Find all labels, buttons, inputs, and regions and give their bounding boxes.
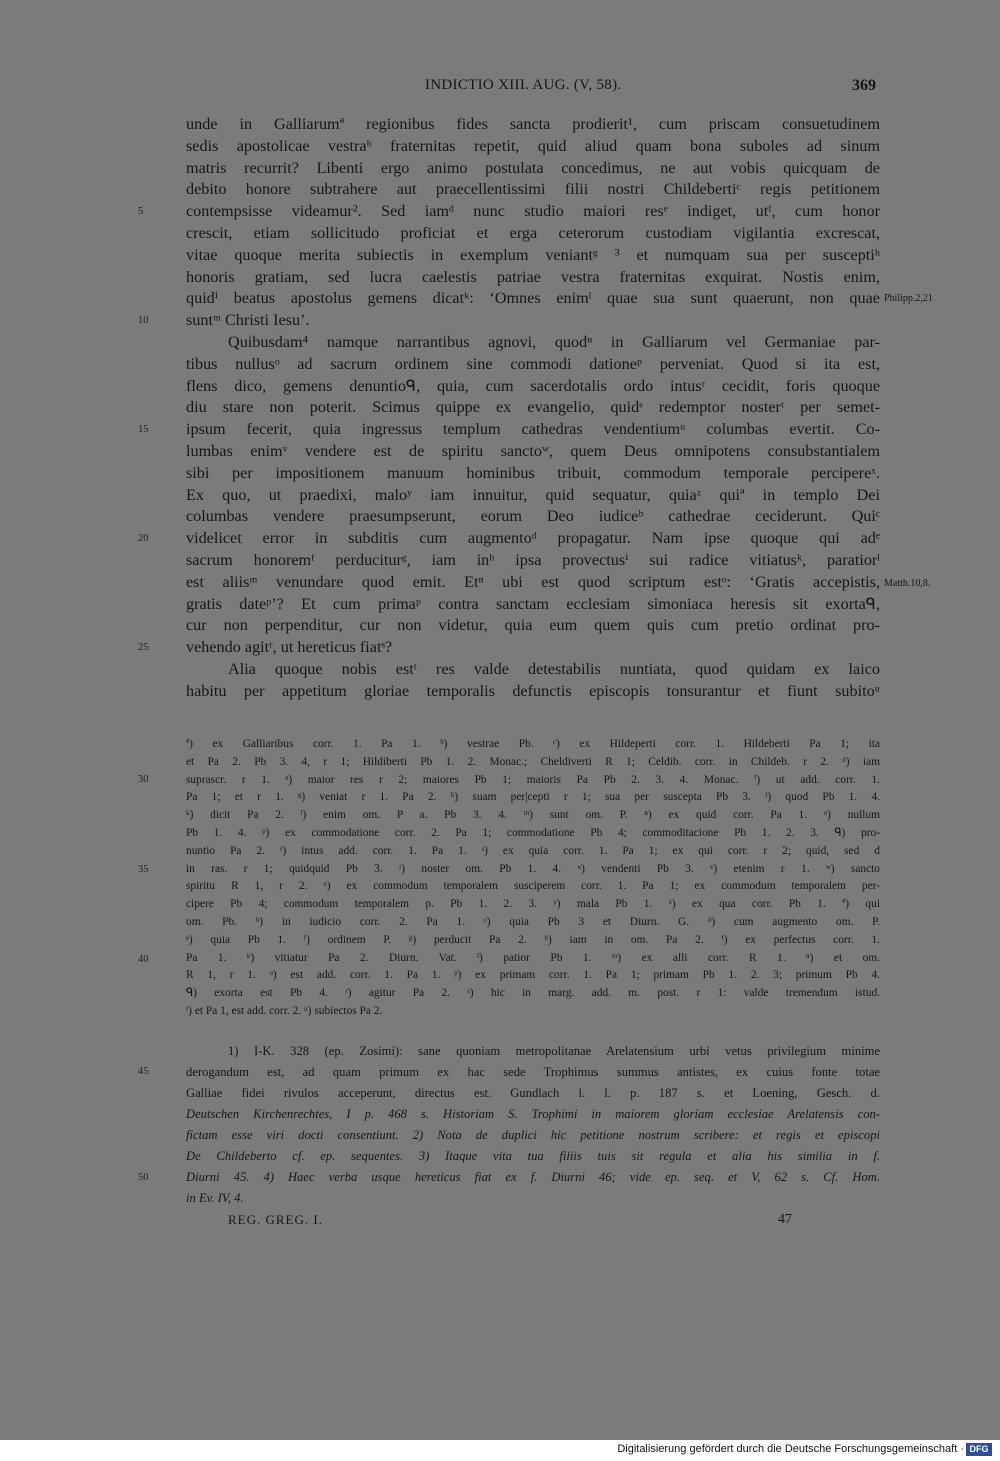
line-number: 5 [138, 206, 144, 217]
text-line: debito honore subtrahere aut praecellentissimi filii nostri Childebertiᶜ regis petitionem [186, 180, 880, 199]
apparatus-line: Pa 1; et r 1. ᵍ) veniat r 1. Pa 2. ʰ) suam per|cepti r 1; sua per suscepta Pb 3. ⁱ) quod Pb 1. 4. [186, 791, 880, 804]
text-line: videlicet error in subditis cum augmentoᵈ propagatur. Nam ipse quoque qui adᵉ [186, 529, 880, 548]
line-number: 30 [138, 774, 149, 785]
text-line: ipsum fecerit, quia ingressus templum cathedras vendentiumᵘ columbas evertit. Co- [186, 420, 880, 439]
digitization-footer [0, 1440, 1000, 1461]
text-line: est aliisᵐ venundare quod emit. Etⁿ ubi est quod scriptum estᵒ: ‘Gratis accepistis, [186, 572, 880, 591]
text-line: columbas vendere praesumpserunt, eorum Deo iudiceᵇ cathedrae ceciderunt. Quiᶜ [186, 507, 880, 526]
apparatus-line: et Pa 2. Pb 3. 4, r 1; Hildiberti Pb 1. 2. Monac.; Cheldiverti R 1; Celdib. corr. in Childeb. r 2. ᵈ) iam [186, 755, 880, 768]
footnote-line: derogandum est, ad quam primum ex hac sede Trophimus summus antistes, ex cuius fonte totae [186, 1065, 880, 1079]
text-line: sacrum honoremᶠ perduciturᵍ, iam inʰ ipsa provectusⁱ sui radice vitiatusᵏ, paratiorˡ [186, 550, 880, 569]
line-number: 45 [138, 1066, 149, 1077]
dfg-logo-icon: DFG [966, 1443, 992, 1456]
line-number: 20 [138, 533, 149, 544]
line-number: 35 [138, 864, 149, 875]
text-line: gratis dateᵖ’? Et cum primaᵖ contra sanctam ecclesiam simoniaca heresis sit exortaᑫ, [186, 594, 880, 613]
text-line: lumbas enimᵛ vendere est de spiritu sanctoʷ, quem Deus omnipotens consubstantialem [186, 441, 880, 460]
text-line: matris recurrit? Libenti ergo animo postulata concedimus, ne aut vobis quicquam de [186, 158, 880, 177]
line-number: 25 [138, 642, 149, 653]
page-number: 369 [852, 77, 876, 94]
line-number: 15 [138, 424, 149, 435]
text-line: sedis apostolicae vestraᵇ fraternitas repetit, quid aliud quam bona suboles ad sinum [186, 136, 880, 155]
apparatus-line: ᵏ) dicit Pa 2. ˡ) enim om. P a. Pb 3. 4. ᵐ) sunt om. P. ⁿ) ex quid corr. Pa 1. ᵒ) nullum [186, 809, 880, 822]
line-number: 10 [138, 315, 149, 326]
signature-mark: REG. GREG. I. [228, 1212, 323, 1227]
text-line: vitae quoque merita subiectis in exemplum veniantᵍ ³ et numquam sua per susceptiʰ [186, 245, 880, 264]
text-line: crescit, etiam sollicitudo proficiat et erga ceterorum custodiam vigilantia excrescat, [186, 223, 880, 242]
apparatus-line: R 1, r 1. ᵒ) est add. corr. 1. Pa 1. ᵖ) ex primam corr. 1. Pa 1; primam Pb 1. 2. 3; primum Pb 4. [186, 969, 880, 982]
apparatus-line: Pa 1. ᵏ) vitiatur Pa 2. Diurn. Vat. ˡ) patior Pb 1. ᵐ) ex alli corr. R 1. ⁿ) et om. [186, 951, 880, 964]
footnotes [186, 1041, 880, 1209]
text-line: honoris gratiam, sed lucra caelestis patriae vestra fraternitas exquirat. Nostis enim, [186, 267, 880, 286]
text-line: sibi per impositionem manuum hominibus tribuit, commodum temporale percipereˣ. [186, 463, 880, 482]
footnote-line: De Childeberto cf. ep. sequentes. 3) Itaque vita tua filiis tuis sit regula et alia his similia in f. [186, 1149, 880, 1163]
apparatus-line: Pb 1. 4. ᵖ) ex commodatione corr. 2. Pa 1; commodatione Pb 4; commoditacione Pb 1. 2. 3. ᑫ) pro- [186, 826, 880, 839]
apparatus-line: om. Pb. ᵇ) in iudicio corr. 2. Pa 1. ᶜ) quia Pb 3 et Diurn. G. ᵈ) cum augmento om. P. [186, 915, 880, 928]
text-line: vehendo agitʳ, ut hereticus fiatˢ? [186, 638, 393, 657]
margin-reference: Matth.10,8. [884, 578, 931, 589]
text-line: tibus nullusᵒ ad sacrum ordinem sine commodi dationeᵖ perveniat. Quod si ita est, [186, 354, 880, 373]
apparatus-line: ᵗ) et Pa 1, est add. corr. 2. ᵘ) subiectos Pa 2. [186, 1004, 383, 1017]
text-line: diu stare non poterit. Scimus quippe ex evangelio, quidˢ redemptor nosterᵗ per semet- [186, 398, 880, 417]
margin-reference: Philipp.2,21 [884, 293, 933, 304]
text-line: habitu per appetitum gloriae temporalis defunctis episcopis tonsurantur et fiunt subitoᵘ [186, 681, 880, 700]
apparatus-line: ᑫ) exorta est Pb 4. ʳ) agitur Pa 2. ˢ) hic in marg. add. m. post. r 1: valde tremendum istud. [186, 987, 880, 1000]
footnote-line: 1) I-K. 328 (ep. Zosimi): sane quoniam metropolitanae Arelatensium urbi vetus privilegium minime [228, 1044, 880, 1058]
text-line: unde in Galliarumª regionibus fides sancta prodierit¹, cum priscam consuetudinem [186, 115, 880, 133]
line-number: 50 [138, 1172, 149, 1183]
apparatus-line: ª) ex Galliaribus corr. 1. Pa 1. ᵇ) vestrae Pb. ᶜ) ex Hildeperti corr. 1. Hildeberti Pa 1; ita [186, 738, 880, 750]
running-title: INDICTIO XIII. AUG. (V, 58). [425, 77, 622, 93]
text-line: Ex quo, ut praedixi, maloʸ iam innuitur, quid sequatur, quiaᶻ quiª in templo Dei [186, 485, 880, 504]
footnote-line: Galliae fidei rivulos acceperunt, directus est. Gundlach l. l. p. 187 s. et Loening, Gesch. d. [186, 1086, 880, 1100]
footnote-line: fictam esse viri docti consentiunt. 2) Nota de duplici hic petitione nostrum scribere: et regis et episcopi [186, 1128, 880, 1142]
text-line: Quibusdam⁴ namque narrantibus agnovi, quodⁿ in Galliarum vel Germaniae par- [228, 332, 880, 351]
apparatus-line: cipere Pb 4; commodum temporalem p. Pb 1. 2. 3. ʸ) mala Pb 1. ᶻ) ex qua corr. Pb 1. ª) qui [186, 898, 880, 911]
sheet-number: 47 [778, 1212, 792, 1227]
footnote-line: Diurni 45. 4) Haec verba usque hereticus fiat ex f. Diurni 46; vide ep. seq. et V, 62 s. Cf. Hom. [186, 1170, 880, 1184]
footnote-line: in Ev. IV, 4. [186, 1191, 244, 1205]
text-line: cur non perpenditur, cur non videtur, quia eum quem quis cum pretio ordinat pro- [186, 616, 880, 635]
text-line: contempsisse videamur². Sed iamᵈ nunc studio maiori resᵉ indiget, utᶠ, cum honor [186, 202, 880, 221]
text-line: Alia quoque nobis estᵗ res valde detestabilis nuntiata, quod quidam ex laico [228, 659, 880, 678]
running-header [0, 77, 1000, 99]
dfg-credit-text: Digitalisierung gefördert durch die Deutsche Forschungsgemeinschaft · [617, 1443, 964, 1455]
apparatus-line: suprascr. r 1. ᵉ) maior res r 2; maiores Pb 1; maioris Pa Pb 2. 3. 4. Monac. ᶠ) ut add. corr. 1. [186, 773, 880, 786]
apparatus-line: nuntio Pa 2. ʳ) intus add. corr. 1. Pa 1. ˢ) ex quia corr. 1. Pa 1; ex qui corr. r 2; quid, sed d [186, 844, 880, 857]
text-line: suntᵐ Christi Iesu’. [186, 311, 310, 330]
text-line: quidⁱ beatus apostolus gemens dicatᵏ: ‘Omnes enimˡ quae sua sunt quaerunt, non quae [186, 289, 880, 308]
main-text [186, 114, 880, 703]
text-line: flens dico, gemens denuntioᑫ, quia, cum sacerdotalis ordo intusʳ cecidit, foris quoque [186, 376, 880, 395]
critical-apparatus [186, 736, 880, 1021]
apparatus-line: ᵉ) quia Pb 1. ᶠ) ordinem P. ᵍ) perducit Pa 2. ʰ) iam in om. Pa 2. ⁱ) ex perfectus corr. 1. [186, 933, 880, 946]
footnote-line: Deutschen Kirchenrechtes, I p. 468 s. Historiam S. Trophimi in maiorem gloriam ecclesiae Arelatensis con- [186, 1107, 880, 1121]
apparatus-line: spiritu R 1, r 2. ˣ) ex commodum temporalem susciperem corr. 1. Pa 1; ex commodum temporalem per- [186, 880, 880, 893]
line-number: 40 [138, 954, 149, 965]
apparatus-line: in ras. r 1; quidquid Pb 3. ᵗ) noster om. Pb 1. 4. ᵘ) vendenti Pb 3. ᵛ) etenim r 1. ʷ) sancto [186, 862, 880, 875]
